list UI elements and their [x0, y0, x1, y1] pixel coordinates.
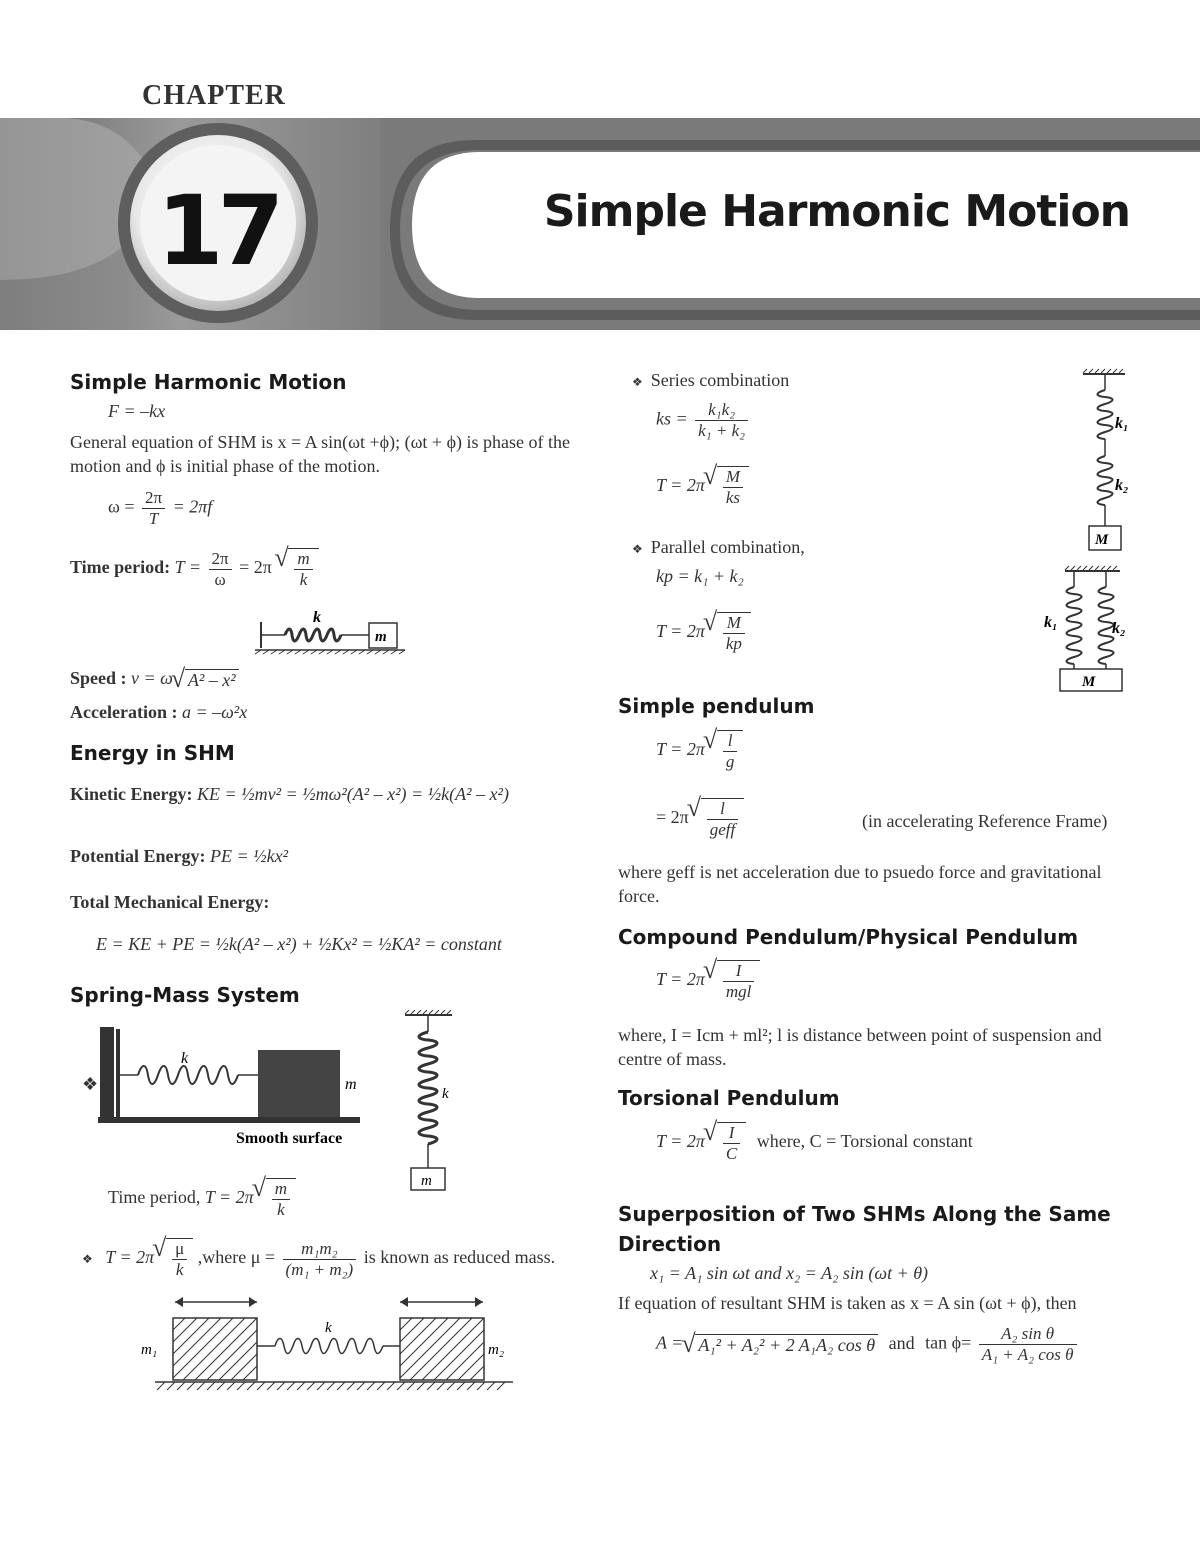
potential-energy-equation: Potential Energy: PE = ½kx²	[70, 846, 288, 866]
section-heading-spring-mass: Spring-Mass System	[70, 983, 300, 1007]
fig4-m2-label: m₂	[488, 1342, 505, 1358]
bullet-icon: ❖	[82, 1252, 93, 1267]
series-spring-figure	[1075, 368, 1145, 558]
bullet-icon: ❖	[82, 1074, 99, 1094]
time-period-equation: Time period: T = $\frac{2\pi}{\omega}$ = 2π √ $\frac{m}{k}$	[70, 548, 319, 590]
vertical-spring-figure	[400, 1010, 460, 1195]
fig6-k2-label: k₂	[1112, 620, 1126, 637]
fig2-surface-label: Smooth surface	[236, 1130, 343, 1147]
parallel-time-period: T = 2π √ $\frac{M}{kp}$	[656, 612, 751, 654]
chapter-number: 17	[156, 175, 279, 287]
fig6-m-label: M	[1082, 674, 1096, 690]
fig2-m-label: m	[345, 1076, 357, 1093]
fig4-k-label: k	[325, 1320, 332, 1336]
fig5-m-label: M	[1095, 532, 1109, 548]
superposition-equations: x₁ = A₁ sin ωt and x₂ = A₂ sin (ωt + θ)	[650, 1263, 929, 1283]
chapter-title: Simple Harmonic Motion	[543, 186, 1130, 237]
chapter-label: CHAPTER	[142, 80, 286, 111]
acceleration-equation: Acceleration : a = –ω²x	[70, 702, 248, 722]
horizontal-spring-figure	[98, 1025, 368, 1150]
fig3-k-label: k	[442, 1086, 449, 1102]
force-equation: F = –kx	[108, 401, 166, 421]
speed-equation: Speed : v = ω√ A² – x²	[70, 668, 239, 691]
torsional-time-period: T = 2π √ $\frac{I}{C}$ where, C = Torsional constant	[656, 1122, 973, 1164]
total-energy-label: Total Mechanical Energy:	[70, 892, 270, 912]
pendulum-time-period-accelerating: = 2π √ $\frac{l}{\text{geff}}$	[656, 798, 744, 840]
compound-time-period: T = 2π √ $\frac{I}{\text{mgl}}$	[656, 960, 760, 1002]
parallel-spring-figure	[1040, 565, 1140, 695]
fig4-m1-label: m₁	[141, 1342, 158, 1358]
series-combination-label: ❖ Series combination	[632, 370, 790, 390]
compound-description: where, I = Icm + ml²; l is distance between point of suspension and centre of mass.	[618, 1025, 1102, 1069]
superposition-line: If equation of resultant SHM is taken as x = A sin (ωt + ϕ), then	[618, 1293, 1077, 1313]
fig5-k1-label: k₁	[1115, 415, 1129, 432]
series-time-period: T = 2π √ $\frac{M}{ks}$	[656, 466, 749, 508]
bullet-icon: ❖	[632, 375, 643, 389]
fig5-k2-label: k₂	[1115, 477, 1129, 494]
section-heading-energy: Energy in SHM	[70, 741, 235, 765]
geff-description: where geff is net acceleration due to psuedo force and gravitational force.	[618, 862, 1102, 906]
spring-time-period-equation: Time period, T = 2π √ $\frac{m}{k}$	[108, 1178, 296, 1220]
section-heading-compound-pendulum: Compound Pendulum/Physical Pendulum	[618, 925, 1079, 949]
reduced-mass-equation: ❖ T = 2π √ $\frac{\mu}{k}$ ,where μ = $\frac{\text{m₁m₂}}{\text{(m₁ + m₂)}}$ is known as reduced mass.	[82, 1238, 555, 1280]
parallel-k-equation: kp = k₁ + k₂	[656, 566, 744, 586]
section-heading-torsional-pendulum: Torsional Pendulum	[618, 1086, 840, 1110]
section-heading-superposition: Superposition of Two SHMs Along the Same	[618, 1202, 1111, 1226]
section-heading-simple-pendulum: Simple pendulum	[618, 694, 815, 718]
section-heading-superposition-2: Direction	[618, 1232, 722, 1256]
fig1-m-label: m	[375, 629, 387, 645]
pendulum-time-period: T = 2π √ $\frac{l}{g}$	[656, 730, 743, 772]
bullet-icon: ❖	[632, 542, 643, 556]
fig1-k-label: k	[313, 609, 321, 626]
fig3-m-label: m	[421, 1173, 432, 1189]
series-k-equation: ks = $\frac{\text{k₁k₂}}{\text{k₁ + k₂}}$	[656, 400, 751, 441]
spring-block-figure	[255, 608, 415, 656]
resultant-amplitude-equation: A =√ A₁² + A₂² + 2 A₁A₂ cos θ and tan ϕ= $\frac{\text{A₂ sin θ}}{\text{A₁ + A₂ cos θ}}$	[656, 1324, 1080, 1365]
fig2-k-label: k	[181, 1050, 189, 1067]
section-heading-shm: Simple Harmonic Motion	[70, 370, 347, 394]
parallel-combination-label: ❖ Parallel combination,	[632, 537, 805, 557]
kinetic-energy-equation: Kinetic Energy: KE = ½mv² = ½mω²(A² – x²) = ½k(A² – x²)	[70, 784, 509, 804]
accelerating-frame-note: (in accelerating Reference Frame)	[862, 811, 1108, 831]
two-mass-spring-figure	[135, 1290, 515, 1395]
general-equation-text: General equation of SHM is x = A sin(ωt +ϕ); (ωt + ϕ) is phase of the motion and ϕ is initial phase of the motion.	[70, 432, 571, 476]
fig6-k1-label: k₁	[1044, 614, 1058, 631]
total-energy-equation: E = KE + PE = ½k(A² – x²) + ½Kx² = ½KA² = constant	[96, 934, 502, 954]
omega-equation: ω = $\frac{2\pi}{T}$ = 2πf	[108, 488, 213, 528]
